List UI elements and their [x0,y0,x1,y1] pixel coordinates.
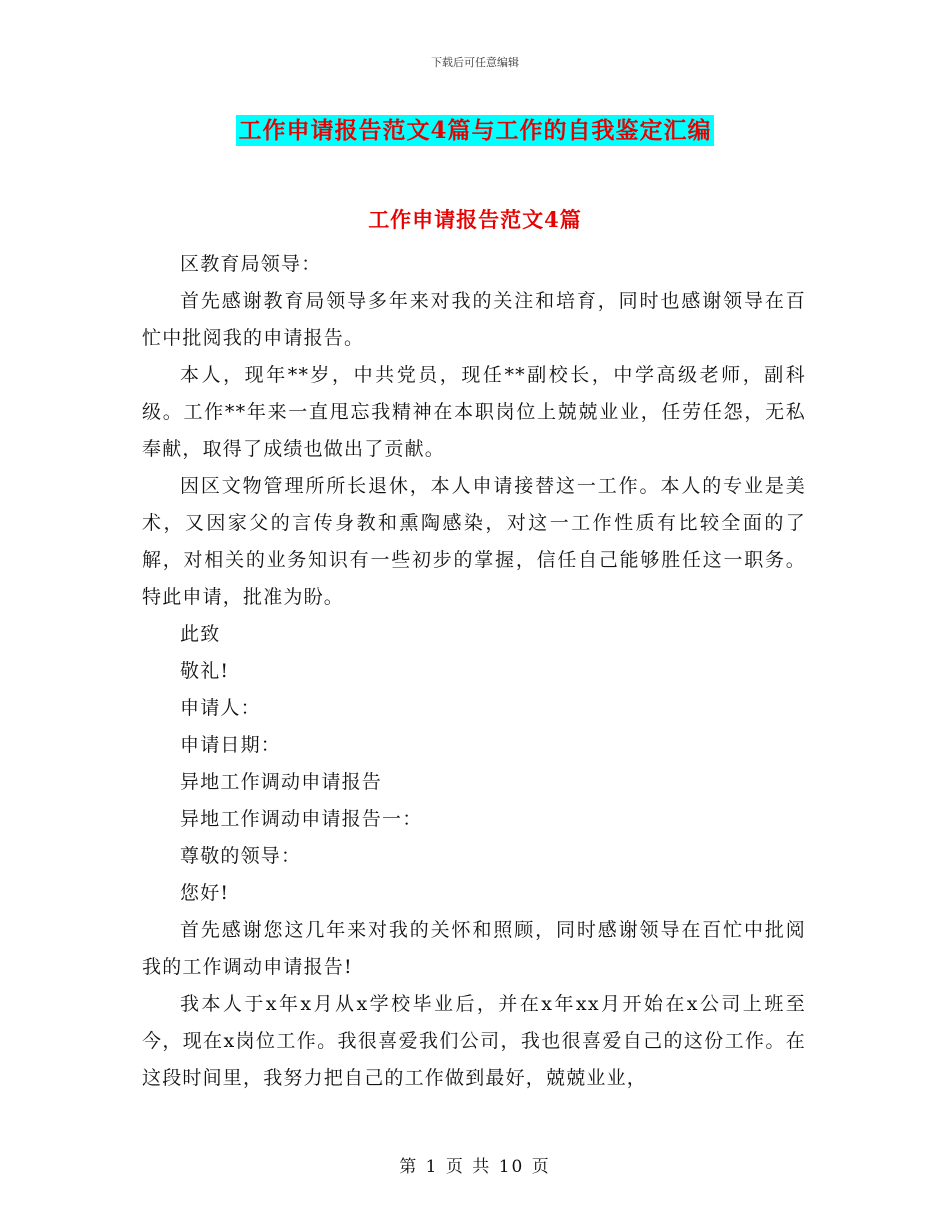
page-footer: 第 1 页 共 10 页 [399,1157,551,1177]
paragraph: 本人，现年**岁，中共党员，现任**副校长，中学高级老师，副科级。工作**年来一直甩忘我精神在本职岗位上兢兢业业，任劳任怨，无私奉献，取得了成绩也做出了贡献。 [142,364,806,460]
paragraph: 异地工作调动申请报告一： [180,808,423,830]
paragraph: 因区文物管理所所长退休，本人申请接替这一工作。本人的专业是美术，又因家父的言传身教和熏陶感染，对这一工作性质有比较全面的了解，对相关的业务知识有一些初步的掌握，信任自己能够胜任这一职务。特此申请，批准为盼。 [142,475,806,608]
document-body [142,246,806,1097]
paragraph: 区教育局领导： [180,253,322,275]
paragraph: 异地工作调动申请报告 [180,771,383,793]
paragraph: 申请日期： [180,734,282,756]
paragraph: 我本人于x年x月从x学校毕业后，并在x年xx月开始在x公司上班至今，现在x岗位工作。我很喜爱我们公司，我也很喜爱自己的这份工作。在这段时间里，我努力把自己的工作做到最好，兢兢业业， [142,993,806,1089]
document-title [0,112,950,145]
header-note: 下载后可任意编辑 [431,56,519,69]
document-title-text: 工作申请报告范文4篇与工作的自我鉴定汇编 [238,117,712,144]
paragraph: 申请人： [180,697,261,719]
paragraph: 敬礼! [180,660,230,682]
paragraph: 尊敬的领导： [180,845,302,867]
paragraph: 首先感谢您这几年来对我的关怀和照顾，同时感谢领导在百忙中批阅我的工作调动申请报告! [142,919,806,978]
paragraph: 您好! [180,882,230,904]
paragraph: 此致 [180,623,221,645]
section-title: 工作申请报告范文4篇 [368,207,582,232]
paragraph: 首先感谢教育局领导多年来对我的关注和培育，同时也感谢领导在百忙中批阅我的申请报告。 [142,290,806,349]
